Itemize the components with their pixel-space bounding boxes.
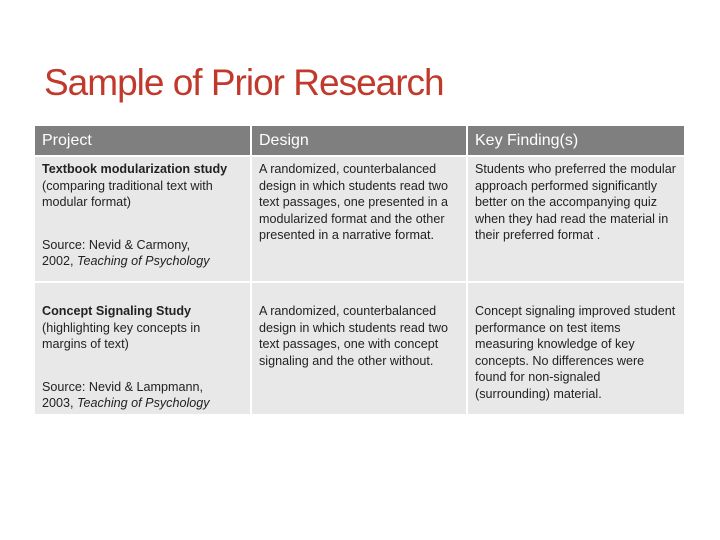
project-title: Concept Signaling Study [42, 304, 192, 318]
project-source [42, 237, 243, 270]
design-cell: A randomized, counterbalanced design in which students read two text passages, one with concept signaling and the other without. [251, 282, 467, 415]
slide-title: Sample of Prior Research [44, 62, 444, 103]
source-journal: Teaching of Psychology [77, 254, 210, 268]
table-row [35, 282, 685, 415]
header-project: Project [35, 126, 251, 156]
source-authors: Source: Nevid & Carmony, [42, 237, 191, 252]
finding-cell: Students who preferred the modular approach performed significantly better on the accompanying quiz when they had read the material in their preferred format . [467, 156, 685, 282]
project-title: Textbook modularization study [42, 162, 228, 176]
source-journal: Teaching of Psychology [77, 396, 210, 410]
finding-cell: Concept signaling improved student performance on test items measuring knowledge of key concepts. No differences were found for non-signaled (surrounding) material. [467, 282, 685, 415]
project-cell [35, 156, 251, 282]
design-cell: A randomized, counterbalanced design in which students read two text passages, one presented in a modularized format and the other presented in a narrative format. [251, 156, 467, 282]
project-description: (highlighting key concepts in margins of text) [42, 320, 201, 351]
source-authors: Source: Nevid & Lampmann, [42, 379, 204, 394]
source-year: 2003, [42, 396, 78, 410]
header-key-findings: Key Finding(s) [467, 126, 685, 156]
project-cell [35, 282, 251, 415]
project-description: (comparing traditional text with modular format) [42, 178, 213, 209]
research-table [35, 126, 686, 416]
source-year: 2002, [42, 254, 78, 268]
table-header-row [35, 126, 685, 156]
table-row [35, 156, 685, 282]
project-source [42, 379, 243, 412]
header-design: Design [251, 126, 467, 156]
